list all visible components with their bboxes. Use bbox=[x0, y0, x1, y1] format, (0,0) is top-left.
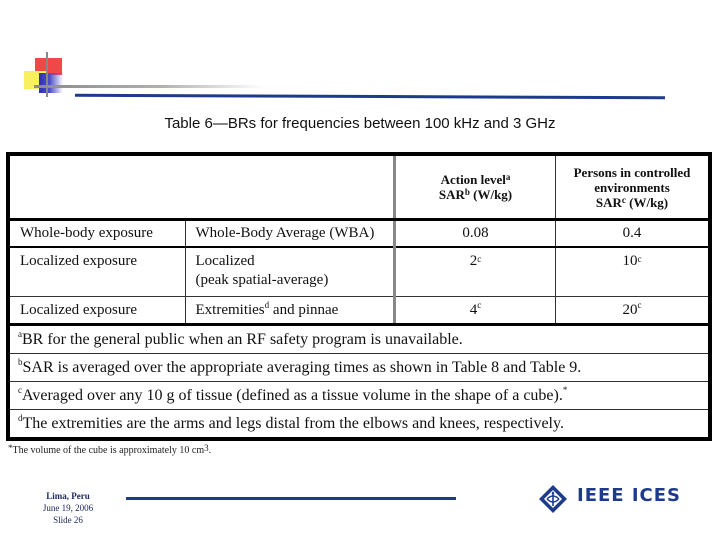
cube-volume-note: *The volume of the cube is approximately 10 $cm^3$. bbox=[8, 443, 212, 456]
controlled-value: 10$^c$ bbox=[556, 247, 711, 297]
footnote-row bbox=[8, 354, 710, 382]
table-title: Table 6—BRs for frequencies between 100 kHz and 3 GHz bbox=[164, 115, 556, 132]
grey-line-decoration bbox=[34, 85, 264, 88]
controlled-value: 20$^c$ bbox=[556, 297, 711, 325]
region-cell: Localized (peak spatial-average) bbox=[185, 247, 395, 297]
action-level-value: 4$^c$ bbox=[395, 297, 556, 325]
action-level-value: 2$^c$ bbox=[395, 247, 556, 297]
footnote-b: $^b$SAR is averaged over the appropriate averaging times as shown in Table 8 and Table 9. bbox=[8, 354, 710, 382]
footnote-d: $^d$The extremities are the arms and legs distal from the elbows and knees, respectively. bbox=[8, 410, 710, 440]
table-row bbox=[8, 247, 710, 297]
header-empty-cell-2 bbox=[185, 154, 395, 220]
footer-info bbox=[28, 490, 108, 526]
footnote-row bbox=[8, 410, 710, 440]
ieee-diamond-icon bbox=[538, 484, 568, 514]
br-table bbox=[6, 152, 712, 441]
blue-square-decoration bbox=[39, 73, 63, 93]
footnote-row bbox=[8, 382, 710, 410]
action-level-value: 0.08 bbox=[395, 220, 556, 248]
ieee-ices-brand: IEEE ICES bbox=[577, 485, 682, 506]
footnote-c: $^c$Averaged over any 10 g of tissue (defined as a tissue volume in the shape of a cube).* bbox=[8, 382, 710, 410]
region-cell: Extremities$^d$ and pinnae bbox=[185, 297, 395, 325]
footnote-row bbox=[8, 325, 710, 354]
slide-logo-decoration bbox=[0, 0, 140, 120]
exposure-cell: Localized exposure bbox=[8, 247, 185, 297]
region-cell: Whole-Body Average (WBA) bbox=[185, 220, 395, 248]
header-rule bbox=[75, 94, 665, 100]
exposure-cell: Localized exposure bbox=[8, 297, 185, 325]
vertical-line-decoration bbox=[46, 52, 48, 97]
footer-date: June 19, 2006 bbox=[42, 503, 94, 513]
footnote-a: $^a$BR for the general public when an RF safety program is unavailable. bbox=[8, 325, 710, 354]
table-row bbox=[8, 220, 710, 248]
footer-location: Lima, Peru bbox=[46, 491, 90, 501]
table-row bbox=[8, 297, 710, 325]
table-header-row bbox=[8, 154, 710, 220]
controlled-value: 0.4 bbox=[556, 220, 711, 248]
footer-slide-number: Slide 26 bbox=[53, 515, 83, 525]
footer-rule bbox=[126, 497, 456, 500]
header-controlled-environments: Persons in controlled environments SAR$^c$ (W/kg) bbox=[556, 154, 711, 220]
header-empty-cell-1 bbox=[8, 154, 185, 220]
header-action-level: Action level$^a$ SAR$^b$ (W/kg) bbox=[395, 154, 556, 220]
exposure-cell: Whole-body exposure bbox=[8, 220, 185, 248]
